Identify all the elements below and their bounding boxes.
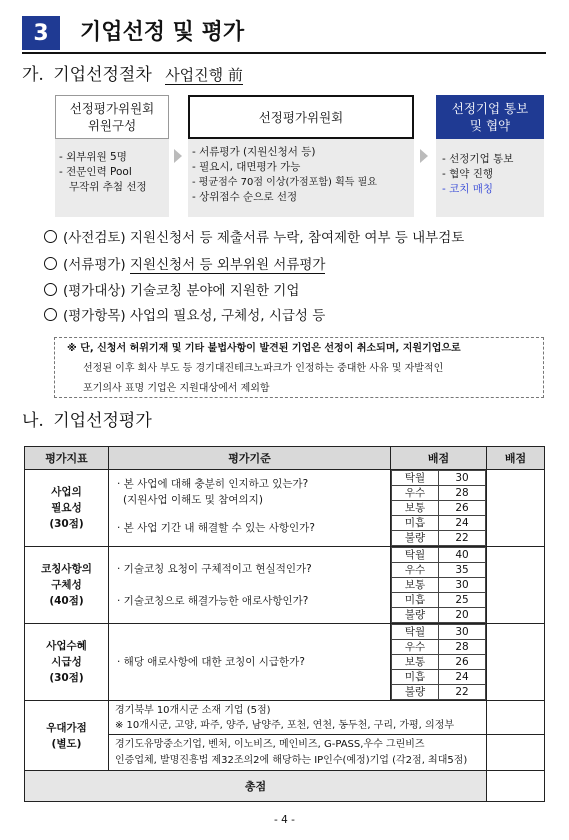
process-box-1-body: - 외부위원 5명 - 전문인력 Pool 무작위 추첨 선정: [55, 150, 169, 195]
standard-cell: [109, 470, 391, 547]
grade-points: 24: [439, 670, 486, 685]
section-title: 기업선정 및 평가: [80, 20, 245, 45]
criteria-line: 사업의: [51, 486, 82, 498]
check-item: [44, 282, 299, 300]
box-2-item: 상위점수 순으로 선정: [199, 191, 298, 203]
check-text: 기술코칭 분야에 지원한 기업: [130, 283, 300, 299]
check-tag: (서류평가): [63, 257, 126, 273]
process-box-3-head: [436, 95, 544, 139]
process-box-2-body: - 서류평가 (지원신청서 등) - 필요시, 대면평가 가능 - 평균점수 70점 이상(가점포함) 획득 필요 - 상위점수 순으로 선정: [192, 146, 377, 203]
evaluation-table: [24, 446, 545, 802]
process-box-1-head: [55, 95, 169, 139]
bonus-line: 인증업체, 발명진흥법 제32조의2에 해당하는 IP인수(예정)기업 (각2점, 최대5점): [115, 754, 468, 766]
grade: 우수: [392, 563, 439, 578]
bonus-criteria-cell: [25, 701, 109, 771]
grade-points: 24: [439, 516, 486, 531]
box-2-item: 필요시, 대면평가 가능: [199, 161, 301, 173]
circle-bullet-icon: [44, 230, 57, 243]
standard-line: (지원사업 이해도 및 참여의지): [123, 494, 263, 506]
table-row-bonus: [25, 701, 545, 735]
circle-bullet-icon: [44, 308, 57, 321]
box-1-item: 외부위원 5명: [66, 151, 127, 163]
grade: 탁월: [392, 548, 439, 563]
header-criteria: 평가지표: [25, 447, 109, 470]
grade-points: 40: [439, 548, 486, 563]
arrow-right-icon: [420, 149, 428, 163]
grade-points: 28: [439, 640, 486, 655]
check-tag: (사전검토): [63, 230, 126, 246]
table-row: [25, 547, 545, 624]
check-item: [44, 256, 325, 274]
criteria-line: (30점): [49, 518, 84, 530]
table-row-total: [25, 771, 545, 802]
check-tag: (평가대상): [63, 283, 126, 299]
part-b-title: 기업선정평가: [53, 411, 152, 431]
score-cell: [391, 624, 487, 701]
table-header-row: [25, 447, 545, 470]
bonus-score-cell[interactable]: [487, 735, 545, 771]
grade: 미흡: [392, 516, 439, 531]
criteria-line: (별도): [51, 737, 82, 750]
header-score-given: 배점: [487, 447, 545, 470]
section-number-badge: 3: [22, 16, 60, 50]
process-box-3-body: - 선정기업 통보 - 협약 진행 - 코치 매칭: [442, 153, 514, 195]
standard-cell: [109, 624, 391, 701]
circle-bullet-icon: [44, 257, 57, 270]
part-b-label: 나.: [22, 411, 44, 431]
grade: 보통: [392, 501, 439, 516]
check-item: [44, 307, 325, 325]
bonus-score-cell[interactable]: [487, 701, 545, 735]
header-standard: 평가기준: [109, 447, 391, 470]
part-b-heading: [22, 410, 152, 432]
criteria-cell: [25, 624, 109, 701]
standard-line: · 본 사업 기간 내 해결할 수 있는 사항인가?: [117, 522, 315, 534]
table-row: [25, 624, 545, 701]
process-box-2-head: [188, 95, 414, 139]
criteria-line: 사업수혜: [46, 640, 87, 652]
standard-line: · 해당 애로사항에 대한 코칭이 시급한가?: [117, 656, 305, 668]
score-scale: [391, 547, 486, 623]
note-line: 포기의사 표명 기업은 지원대상에서 제외함: [83, 383, 270, 394]
box-3-item: 선정기업 통보: [449, 153, 514, 165]
grade: 탁월: [392, 625, 439, 640]
check-text: 지원신청서 등 외부위원 서류평가: [130, 257, 326, 273]
box-1-head-line: 위원구성: [87, 118, 137, 133]
box-1-item: 전문인력 Pool: [66, 166, 132, 178]
header-score: 배점: [391, 447, 487, 470]
grade: 탁월: [392, 471, 439, 486]
standard-line: · 본 사업에 대해 충분히 인지하고 있는가?: [117, 478, 309, 490]
grade: 불량: [392, 685, 439, 700]
criteria-line: (40점): [49, 595, 84, 607]
box-3-item: 협약 진행: [449, 168, 494, 180]
grade: 불량: [392, 608, 439, 623]
grade: 미흡: [392, 593, 439, 608]
grade-points: 20: [439, 608, 486, 623]
grade-points: 22: [439, 531, 486, 546]
bonus-item: [109, 735, 487, 771]
total-label: 총점: [25, 771, 487, 802]
grade-points: 35: [439, 563, 486, 578]
grade-points: 30: [439, 578, 486, 593]
grade-points: 25: [439, 593, 486, 608]
note-line: ※ 단, 신청서 허위기재 및 기타 불법사항이 발견된 기업은 선정이 취소되며, 지원기업으로: [67, 343, 461, 354]
grade-points: 30: [439, 471, 486, 486]
grade: 보통: [392, 655, 439, 670]
note-box: [54, 337, 544, 398]
score-given-cell[interactable]: [487, 470, 545, 547]
grade: 우수: [392, 486, 439, 501]
note-line: 선정된 이후 회사 부도 등 경기대진테크노파크가 인정하는 중대한 사유 및 자발적인: [83, 363, 444, 374]
section-rule: [22, 52, 546, 54]
part-a-heading: [22, 64, 243, 86]
check-item: [44, 229, 464, 247]
table-row: [25, 470, 545, 547]
criteria-line: 시급성: [51, 656, 82, 668]
grade: 미흡: [392, 670, 439, 685]
box-3-item-coach: 코치 매칭: [449, 183, 494, 195]
standard-line: · 기술코칭 요청이 구체적이고 현실적인가?: [117, 563, 312, 575]
grade: 불량: [392, 531, 439, 546]
criteria-line: 우대가점: [46, 721, 87, 734]
grade: 보통: [392, 578, 439, 593]
score-given-cell[interactable]: [487, 624, 545, 701]
part-a-label: 가.: [22, 65, 44, 85]
part-a-subtitle: 사업진행 前: [165, 66, 243, 84]
criteria-cell: [25, 470, 109, 547]
criteria-line: (30점): [49, 672, 84, 684]
criteria-cell: [25, 547, 109, 624]
score-scale: [391, 470, 486, 546]
circle-bullet-icon: [44, 283, 57, 296]
arrow-right-icon: [174, 149, 182, 163]
box-1-head-line: 선정평가위원회: [69, 101, 155, 116]
score-cell: [391, 470, 487, 547]
standard-line: · 기술코칭으로 해결가능한 애로사항인가?: [117, 595, 309, 607]
box-3-head-line: 및 협약: [469, 118, 511, 133]
grade-points: 26: [439, 655, 486, 670]
box-1-item: 무작위 추첨 선정: [69, 181, 147, 193]
bonus-line: 경기도유망중소기업, 벤처, 이노비즈, 메인비즈, G-PASS,우수 그린비즈: [115, 738, 425, 750]
box-2-item: 평균점수 70점 이상(가점포함) 획득 필요: [198, 177, 377, 188]
box-2-item: 서류평가 (지원신청서 등): [199, 146, 316, 158]
criteria-line: 필요성: [51, 502, 82, 514]
score-scale: [391, 624, 486, 700]
check-tag: (평가항목): [63, 308, 126, 324]
grade-points: 26: [439, 501, 486, 516]
part-a-title: 기업선정절차: [53, 65, 152, 85]
standard-cell: [109, 547, 391, 624]
grade-points: 30: [439, 625, 486, 640]
score-cell: [391, 547, 487, 624]
box-2-head-line: 선정평가위원회: [258, 109, 344, 125]
check-text: 지원신청서 등 제출서류 누락, 참여제한 여부 등 내부검토: [130, 230, 465, 246]
page-number: - 4 -: [274, 814, 295, 826]
grade-points: 28: [439, 486, 486, 501]
box-3-head-line: 선정기업 통보: [451, 101, 529, 116]
total-score-cell[interactable]: [487, 771, 545, 802]
bonus-item: [109, 701, 487, 735]
check-text: 사업의 필요성, 구체성, 시급성 등: [130, 308, 326, 324]
grade: 우수: [392, 640, 439, 655]
bonus-line: 경기북부 10개시군 소재 기업 (5점): [115, 704, 271, 716]
criteria-line: 코칭사항의: [41, 563, 92, 575]
bonus-line: ※ 10개시군, 고양, 파주, 양주, 남양주, 포천, 연천, 동두천, 구리, 가평, 의정부: [115, 719, 455, 731]
score-given-cell[interactable]: [487, 547, 545, 624]
criteria-line: 구체성: [51, 579, 82, 591]
grade-points: 22: [439, 685, 486, 700]
